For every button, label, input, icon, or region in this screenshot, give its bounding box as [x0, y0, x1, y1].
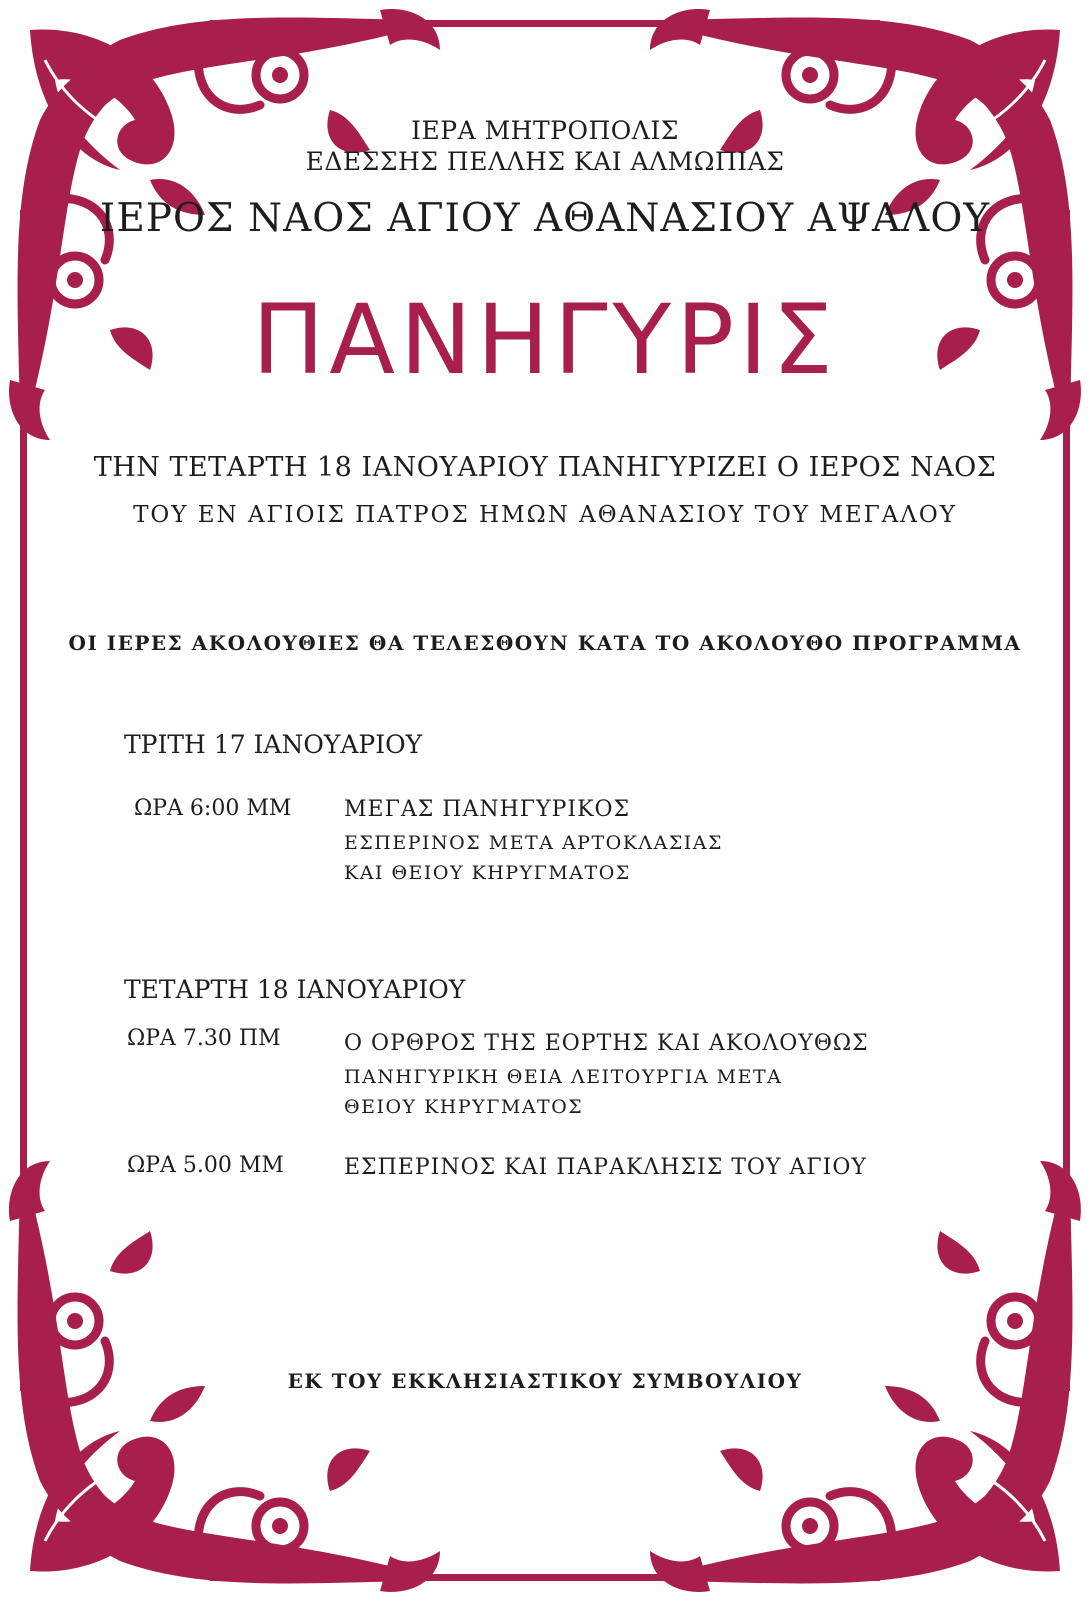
- day-2-morning-time: ΩΡΑ 7.30 ΠΜ: [127, 1026, 281, 1051]
- day-1-heading: ΤΡΙΤΗ 17 ΙΑΝΟΥΑΡΙΟΥ: [124, 730, 423, 759]
- day-2-morning-service-line: Ο ΟΡΘΡΟΣ ΤΗΣ ΕΟΡΤΗΣ ΚΑΙ ΑΚΟΛΟΥΘΩΣ: [344, 1031, 869, 1056]
- intro-line-2: ΤΟΥ ΕΝ ΑΓΙΟΙΣ ΠΑΤΡΟΣ ΗΜΩΝ ΑΘΑΝΑΣΙΟΥ ΤΟΥ ΜΕΓΑΛΟΥ: [133, 502, 957, 528]
- day-2-evening-time: ΩΡΑ 5.00 ΜΜ: [127, 1153, 284, 1178]
- day-2-heading: ΤΕΤΑΡΤΗ 18 ΙΑΝΟΥΑΡΙΟΥ: [124, 975, 466, 1004]
- day-2-morning-service-line: ΠΑΝΗΓΥΡΙΚΗ ΘΕΙΑ ΛΕΙΤΟΥΡΓΙΑ ΜΕΤΑ: [344, 1066, 783, 1088]
- metropolis-name: ΙΕΡΑ ΜΗΤΡΟΠΟΛΙΣ: [411, 116, 679, 145]
- day-2-evening-service-line: ΕΣΠΕΡΙΝΟΣ ΚΑΙ ΠΑΡΑΚΛΗΣΙΣ ΤΟΥ ΑΓΙΟΥ: [344, 1155, 867, 1180]
- footer-signature: ΕΚ ΤΟΥ ΕΚΚΛΗΣΙΑΣΤΙΚΟΥ ΣΥΜΒΟΥΛΙΟΥ: [287, 1369, 803, 1393]
- intro-line-1: ΤΗΝ ΤΕΤΑΡΤΗ 18 ΙΑΝΟΥΑΡΙΟΥ ΠΑΝΗΓΥΡΙΖΕΙ Ο ΙΕΡΟΣ ΝΑΟΣ: [93, 452, 997, 483]
- day-1-service-line: ΜΕΓΑΣ ΠΑΝΗΓΥΡΙΚΟΣ: [344, 797, 631, 822]
- day-1-service-line: ΕΣΠΕΡΙΝΟΣ ΜΕΤΑ ΑΡΤΟΚΛΑΣΙΑΣ: [344, 832, 723, 854]
- day-2-morning-service-line: ΘΕΙΟΥ ΚΗΡΥΓΜΑΤΟΣ: [344, 1096, 584, 1118]
- day-1-service-line: ΚΑΙ ΘΕΙΟΥ ΚΗΡΥΓΜΑΤΟΣ: [344, 862, 631, 884]
- page-title: ΠΑΝΗΓΥΡΙΣ: [252, 284, 838, 396]
- program-heading: ΟΙ ΙΕΡΕΣ ΑΚΟΛΟΥΘΙΕΣ ΘΑ ΤΕΛΕΣΘΟΥΝ ΚΑΤΑ ΤΟ ΑΚΟΛΟΥΘΟ ΠΡΟΓΡΑΜΜΑ: [68, 631, 1022, 655]
- diocese-name: ΕΔΕΣΣΗΣ ΠΕΛΛΗΣ ΚΑΙ ΑΛΜΩΠΙΑΣ: [305, 147, 785, 176]
- day-1-time: ΩΡΑ 6:00 ΜΜ: [134, 796, 292, 821]
- church-name: ΙΕΡΟΣ ΝΑΟΣ ΑΓΙΟΥ ΑΘΑΝΑΣΙΟΥ ΑΨΑΛΟΥ: [99, 196, 991, 241]
